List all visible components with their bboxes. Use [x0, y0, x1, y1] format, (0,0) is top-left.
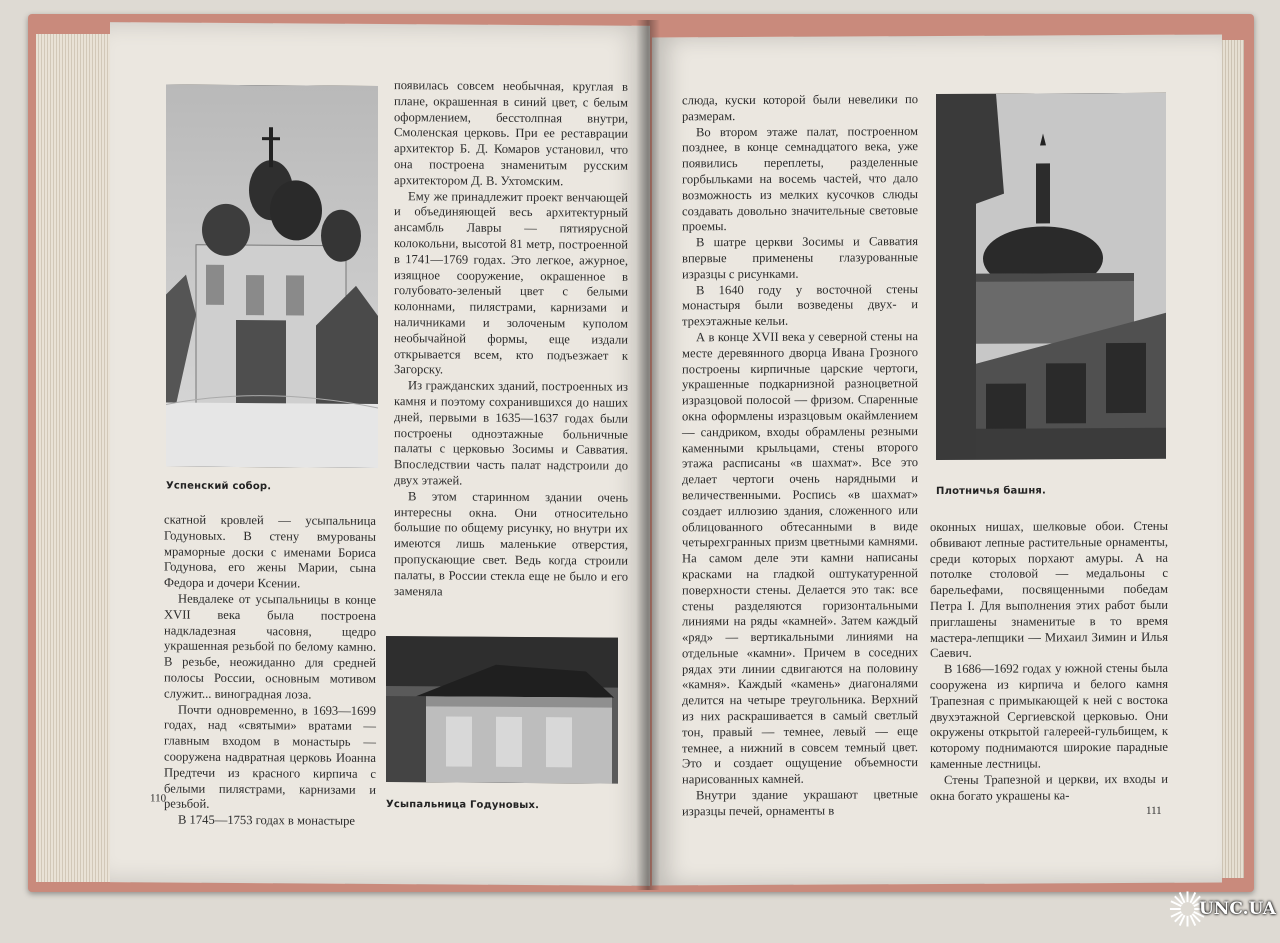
- book-gutter: [636, 20, 660, 890]
- page-number-right: 111: [1146, 804, 1162, 817]
- watermark: [1168, 886, 1276, 932]
- paragraph: В 1745—1753 годах в монастыре: [178, 812, 356, 828]
- left-col2: [394, 78, 628, 601]
- cathedral-caption: Успенский собор.: [166, 480, 272, 493]
- right-col2: [930, 519, 1168, 805]
- paragraph: А в конце XVII века у северной стены на месте деревянного дворца Ивана Грозного построены кирпичные царские чертоги, украшенные подкарнизной разноцветной изразцовой полосой — фризом. Спаренные окна оформлены изразцовым окаймлением — сандриком, входы обрамлены резными каменными крыльцами, стены второго этажа расписаны «в шахмат». Все это делает чертоги очень нарядными и величественными. Роспись «в шахмат» создает иллюзию здания, сложенного или облицованного обтесанными в виде четырехгранных призм цветными камнями. На самом деле эти камни написаны красками на гладкой оштукатуренной поверхности стены. Делается это так: все стены разделяются горизонтальными линиями на ряды «камней». Затем каждый «ряд» — вертикальными линиями на отдельные «камни». Причем в соседних рядах эти линии сдвигаются на половину «камня». Каждый «камень» диагоналями делится на четыре треугольника. Верхний из них раскрашивается в самый светлый тон, правый — темнее, левый — еще темнее, а нижний в совсем темный цвет. Это и создает ощущение объемности нарисованных камней.: [682, 329, 918, 787]
- cathedral-photo: [166, 85, 378, 468]
- tower-photo: [936, 93, 1166, 460]
- paragraph: оконных нишах, шелковые обои. Стены обвивают лепные растительные орнаменты, среди которых порхают амуры. А на потолке столовой — медальоны с барельефами, посвященными победам Петра I. Для выполнения этих работ были приглашены знаменитые в то время мастера-лепщики — Михаил Зимин и Илья Саевич.: [930, 518, 1168, 661]
- right-page: [652, 35, 1222, 886]
- paragraph: слюда, куски которой были невелики по размерам.: [682, 92, 918, 124]
- paragraph: В 1686—1692 годах у южной стены была сооружена из кирпича и белого камня Трапезная с примыкающей к ней с востока двухэтажной Сергиевской церковью. Они окружены открытой галереей-гульбищем, к которому поднимаются широкие парадные каменные лестницы.: [930, 660, 1168, 771]
- paragraph: скатной кровлей — усыпальница Годуновых. В стену вмурованы мраморные доски с именами Бориса Годунова, его жены Марии, сына Федора и дочери Ксении.: [164, 512, 376, 591]
- page-edges-left: [36, 34, 116, 882]
- tomb-caption: Усыпальница Годуновых.: [386, 799, 540, 812]
- watermark-text: UNC.UA: [1198, 899, 1276, 919]
- paragraph: В шатре церкви Зосимы и Савватия впервые применены глазурованные изразцы с рисунками.: [682, 234, 918, 282]
- paragraph: появилась совсем необычная, круглая в плане, окрашенная в синий цвет, с белым оформлением, бесстолпная внутри, Смоленская церковь. При ее реставрации архитектор Б. Д. Комаров установил, что она построена знаменитым русским архитектором Д. В. Ухтомским.: [394, 78, 628, 189]
- paragraph: Во втором этаже палат, построенном позднее, в конце семнадцатого века, уже появились переплеты, разделенные горбыльками на восемь частей, что дало возможность из мелких кусочков слюды создавать довольно значительные световые проемы.: [682, 123, 918, 234]
- tomb-photo: [386, 636, 618, 784]
- paragraph: Почти одновременно, в 1693—1699 годах, над «святыми» вратами — главным входом в монастырь — сооружена надвратная церковь Иоанна Предтечи из красного кирпича с белыми пилястрами, карнизами и резьбой.: [164, 702, 376, 812]
- paragraph: Ему же принадлежит проект венчающей и объединяющей весь архитектурный ансамбль Лавры — пятиярусной колокольни, высотой 81 метр, построенной в 1741—1769 годах. Это легкое, ажурное, изящное сооружение, окрашенное в голубовато-зеленый цвет с белыми колоннами, пилястрами, карнизами и наличниками и золоченым куполом необычайной формы, еще издали открывается всем, кто подъезжает к Загорску.: [394, 188, 628, 377]
- tower-caption: Плотничья башня.: [936, 485, 1047, 498]
- left-page: [110, 22, 650, 886]
- paragraph: В 1640 году у восточной стены монастыря были возведены двух- и трехэтажные кельи.: [682, 281, 918, 329]
- paragraph: Внутри здание украшают цветные изразцы печей, орнаменты в: [682, 787, 918, 819]
- left-col1: [164, 512, 376, 829]
- paragraph: Невдалеке от усыпальницы в конце XVII века была построена надкладезная часовня, щедро украшенная резьбой по белому камню. В резьбе, неожиданно для средней полосы России, основным мотивом служит... виноградная лоза.: [164, 591, 376, 702]
- paragraph: В этом старинном здании очень интересны окна. Они относительно большие по общему рисунку, но внутри их имеются лишь маленькие отверстия, пропускающие свет. Ведь когда строили палаты, в России стекла еще не было и его заменяла: [394, 488, 628, 598]
- page-number-left: 110: [150, 792, 167, 805]
- right-col1: [682, 92, 918, 820]
- paragraph: Из гражданских зданий, построенных из камня и поэтому сохранившихся до наших дней, первыми в 1635—1637 годах были построены одноэтажные больничные палаты с церковью Зосимы и Савватия. Впоследствии часть палат надстроили до двух этажей.: [394, 378, 628, 488]
- paragraph: Стены Трапезной и церкви, их входы и окна богато украшены ка-: [930, 771, 1168, 803]
